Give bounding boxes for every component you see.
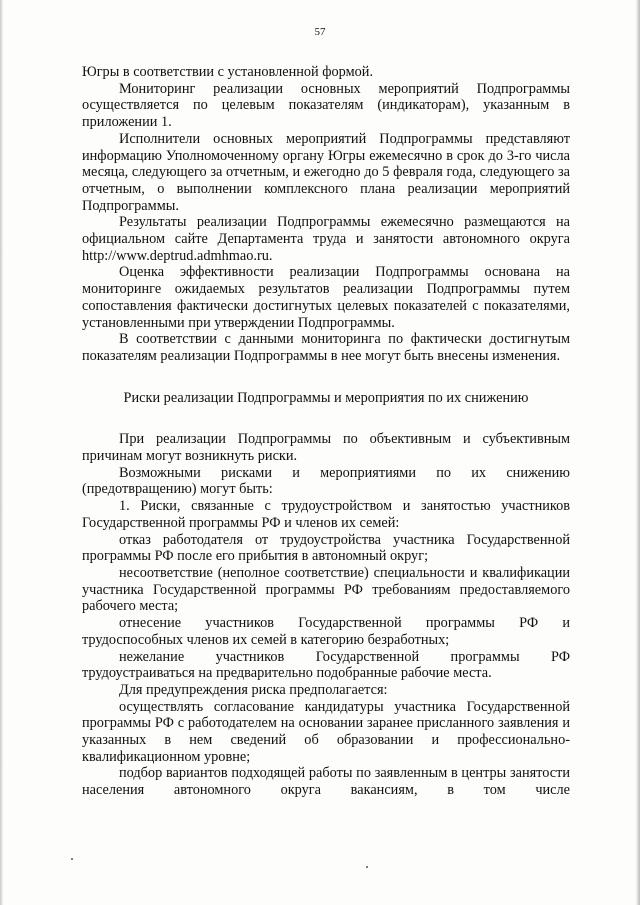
paragraph: Мониторинг реализации основных мероприятий Подпрограммы осуществляется по целевым показателям (индикаторам), указанным в приложении 1.: [82, 80, 570, 131]
paragraph: нежелание участников Государственной программы РФ трудоустраиваться на предварительно подобранные рабочие места.: [82, 648, 570, 682]
paragraph: В соответствии с данными мониторинга по фактически достигнутым показателям реализации Подпрограммы в нее могут быть внесены изменения.: [82, 331, 570, 364]
paragraph: При реализации Подпрограммы по объективным и субъективным причинам могут возникнуть риски.: [82, 431, 570, 465]
paragraph: Для предупреждения риска предполагается:: [119, 681, 388, 698]
paragraph: 1. Риски, связанные с трудоустройством и занятостью участников Государственной программы РФ и членов их семей:: [82, 498, 570, 531]
paragraph: отнесение участников Государственной программы РФ и трудоспособных членов их семей в категорию безработных;: [82, 615, 570, 648]
page-left-edge: [0, 0, 3, 905]
paragraph: Оценка эффективности реализации Подпрограммы основана на мониторинге ожидаемых результатов реализации Подпрограммы путем сопоставления фактически достигнутых целевых показателей с показателями, установленными при утверждении Подпрограммы.: [82, 264, 570, 331]
scan-speck: [71, 858, 73, 860]
document-body: [82, 64, 570, 799]
paragraph: осуществлять согласование кандидатуры участника Государственной программы РФ с работодателем на основании заранее присланного заявления и указанных в нем сведений об образовании и профессионально-квалификационном уровне;: [82, 698, 570, 765]
page-number: 57: [314, 26, 326, 38]
scan-speck: [366, 866, 368, 868]
paragraph: отказ работодателя от трудоустройства участника Государственной программы РФ после его прибытия в автономный округ;: [82, 531, 570, 565]
page-right-edge: [636, 0, 640, 905]
section-heading: Риски реализации Подпрограммы и мероприятия по их снижению: [123, 389, 529, 406]
paragraph: Результаты реализации Подпрограммы ежемесячно размещаются на официальном сайте Департамента труда и занятости автономного округа http://www.deptrud.admhmao.ru.: [82, 214, 570, 264]
paragraph: подбор вариантов подходящей работы по заявленным в центры занятости населения автономного округа вакансиям, в том числе: [82, 765, 570, 799]
paragraph: Возможными рисками и мероприятиями по их снижению (предотвращению) могут быть:: [82, 464, 570, 498]
paragraph: Югры в соответствии с установленной формой.: [82, 64, 374, 80]
paragraph: Исполнители основных мероприятий Подпрограммы представляют информацию Уполномоченному органу Югры ежемесячно в срок до 3-го числа месяца, следующего за отчетным, и ежегодно до 5 февраля года, следующего за отчетным, о выполнении комплексного плана реализации мероприятий Подпрограммы.: [82, 130, 570, 214]
paragraph: несоответствие (неполное соответствие) специальности и квалификации участника Государственной программы РФ требованиям предоставляемого рабочего места;: [82, 564, 570, 615]
